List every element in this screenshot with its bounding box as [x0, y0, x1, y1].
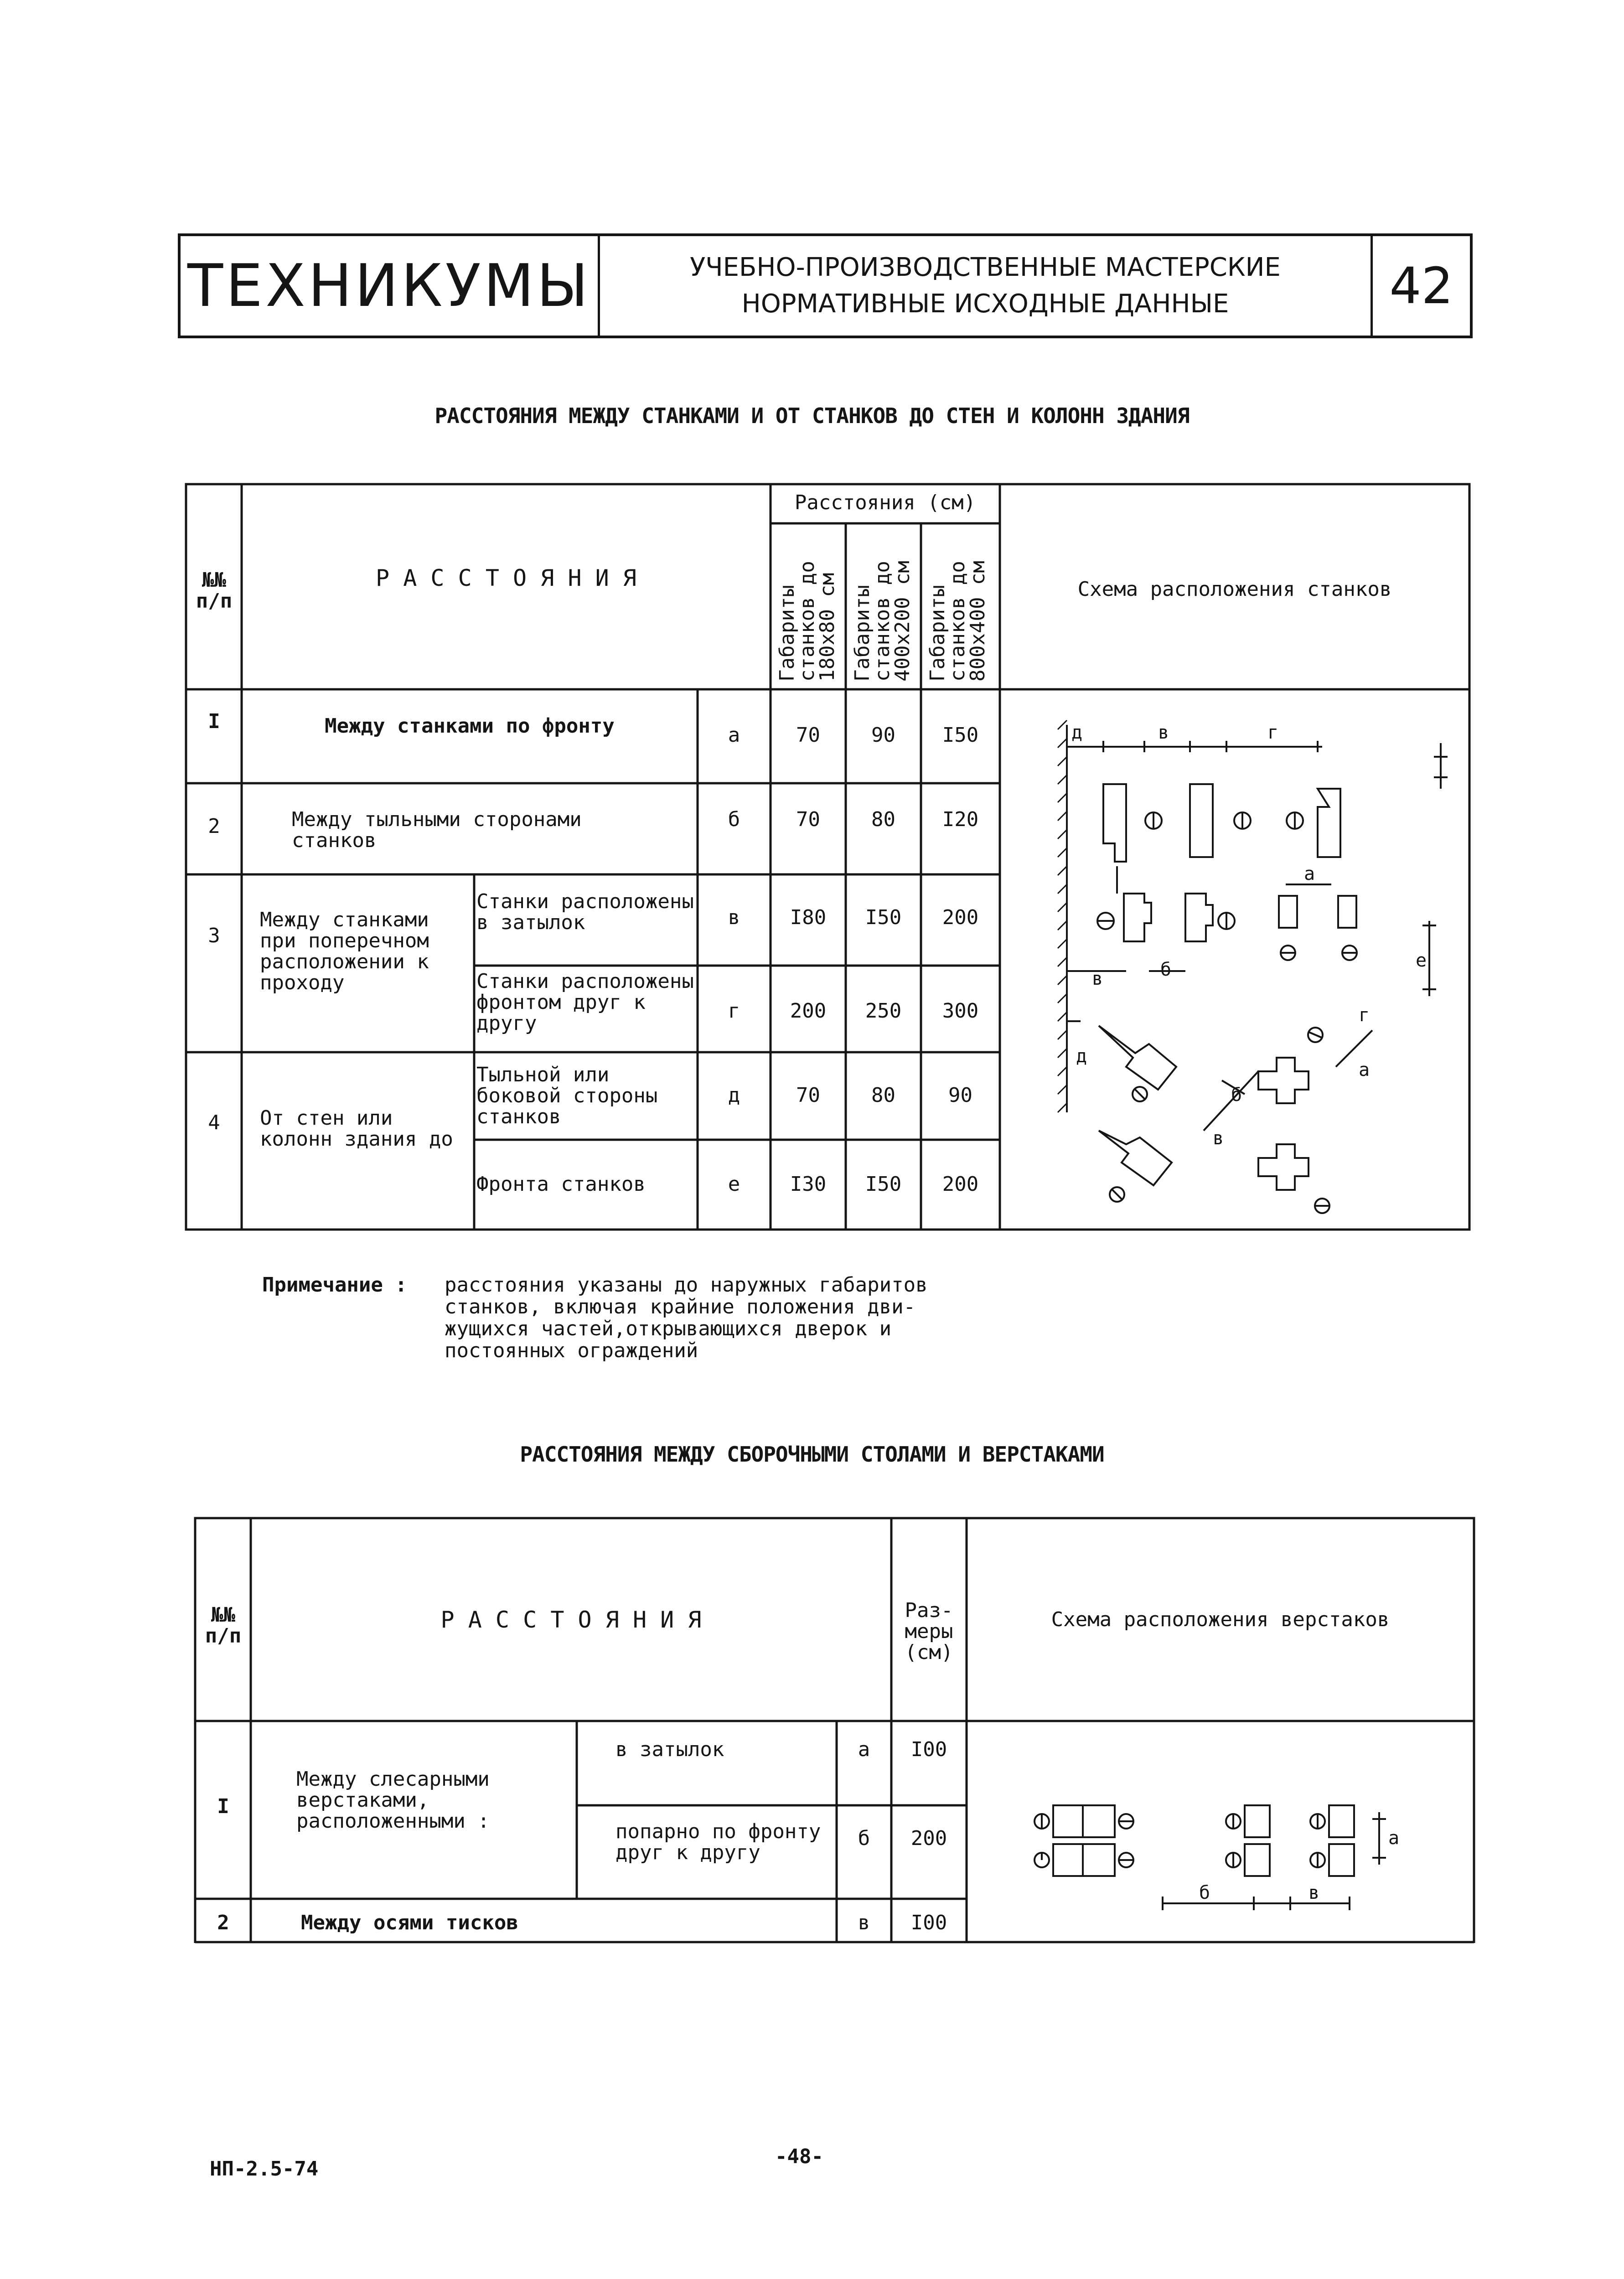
- row4a-label: Тыльной или боковой стороны станков: [476, 1063, 658, 1128]
- header-title: ТЕХНИКУМЫ: [181, 236, 600, 336]
- row3-label: Между станками при поперечном расположении к проходу: [260, 908, 429, 994]
- row4b-label: Фронта станков: [476, 1173, 646, 1196]
- row3b-v3: 300: [942, 999, 979, 1023]
- t2-row1a-value: I00: [910, 1738, 947, 1761]
- t2-scheme-label-v: в: [1309, 1882, 1320, 1903]
- scheme-label-b: б: [1160, 959, 1172, 980]
- row3b-v1: 200: [790, 999, 827, 1023]
- row2-v2: 80: [871, 808, 895, 831]
- table2-col-size: Раз- меры (см): [905, 1599, 953, 1664]
- row2-v3: I20: [942, 808, 979, 831]
- table2-title: РАССТОЯНИЯ МЕЖДУ СБОРОЧНЫМИ СТОЛАМИ И ВЕРСТАКАМИ: [520, 1442, 1104, 1467]
- row1-v3: I50: [942, 723, 979, 747]
- row1-num: I: [208, 710, 220, 733]
- t2-row1a-code: а: [858, 1738, 870, 1761]
- table1-col-size1: Габариты станков до 180х80 см: [776, 561, 839, 682]
- table2-col-distances: Р А С С Т О Я Н И Я: [440, 1607, 702, 1633]
- row4a-code: д: [728, 1084, 740, 1107]
- row3a-v1: I80: [790, 906, 827, 929]
- row2-label: Между тыльными сторонами станков: [292, 808, 582, 852]
- row4b-v1: I30: [790, 1173, 827, 1196]
- t2-row1-num: I: [217, 1795, 229, 1818]
- row4b-v2: I50: [865, 1173, 902, 1196]
- scheme-label-g2: г: [1359, 1005, 1370, 1026]
- table1-col-size3: Габариты станков до 800х400 см: [926, 561, 989, 682]
- row1-code: а: [728, 723, 740, 747]
- header-subtitle-line2: НОРМАТИВНЫЕ ИСХОДНЫЕ ДАННЫЕ: [741, 289, 1229, 319]
- row4b-code: е: [728, 1173, 740, 1196]
- t2-row2-value: I00: [910, 1911, 947, 1934]
- t2-scheme-label-a: а: [1388, 1828, 1400, 1849]
- row4a-v2: 80: [871, 1084, 895, 1107]
- row1-v2: 90: [871, 723, 895, 747]
- t2-row1b-code: б: [858, 1827, 870, 1850]
- t2-row2-label: Между осями тисков: [301, 1911, 518, 1934]
- row2-code: б: [728, 808, 740, 831]
- row3a-code: в: [728, 906, 740, 929]
- t2-scheme-label-b: б: [1199, 1882, 1210, 1903]
- scheme-label-b2: б: [1231, 1085, 1242, 1106]
- row4a-v1: 70: [796, 1084, 820, 1107]
- scheme-label-v2: в: [1092, 968, 1103, 989]
- row1-v1: 70: [796, 723, 820, 747]
- row3-num: 3: [208, 924, 220, 947]
- scheme-label-v3: в: [1213, 1128, 1224, 1149]
- scheme-label-a2: а: [1359, 1059, 1370, 1080]
- row4a-v3: 90: [948, 1084, 972, 1107]
- row2-v1: 70: [796, 808, 820, 831]
- note-text: расстояния указаны до наружных габаритов станков, включая крайние положения дви- жущихся частей,открывающихся дверок и постоянных ограждений: [445, 1273, 928, 1362]
- note-label: Примечание :: [262, 1273, 407, 1297]
- t2-row2-code: в: [858, 1911, 870, 1934]
- row4b-v3: 200: [942, 1173, 979, 1196]
- row3a-v2: I50: [865, 906, 902, 929]
- sheet-number: 42: [1389, 257, 1453, 315]
- workbench-layout-scheme: [971, 1728, 1470, 1938]
- table1-col-num: №№ п/п: [196, 568, 233, 613]
- row3a-v3: 200: [942, 906, 979, 929]
- machine-layout-scheme: [1003, 693, 1467, 1226]
- t2-row1-label: Между слесарными верстаками, расположенными :: [296, 1767, 490, 1833]
- table2-col-num: №№ п/п: [205, 1603, 242, 1648]
- row3a-label: Станки расположены в затылок: [476, 890, 694, 934]
- scheme-label-a: а: [1304, 863, 1315, 884]
- table1-col-scheme: Схема расположения станков: [1077, 578, 1392, 601]
- table1-col-group: Расстояния (см): [794, 491, 976, 514]
- row2-num: 2: [208, 815, 220, 838]
- scheme-label-v: в: [1158, 722, 1169, 743]
- table1-col-distances: Р А С С Т О Я Н И Я: [376, 565, 636, 591]
- row3b-label: Станки расположены фронтом друг к другу: [476, 970, 694, 1035]
- scheme-label-g: г: [1267, 722, 1279, 743]
- scheme-label-e: е: [1416, 950, 1427, 971]
- row3b-v2: 250: [865, 999, 902, 1023]
- footer-code: НП-2.5-74: [210, 2157, 319, 2181]
- t2-row2-num: 2: [217, 1911, 229, 1934]
- header-subtitle-line1: УЧЕБНО-ПРОИЗВОДСТВЕННЫЕ МАСТЕРСКИЕ: [690, 253, 1281, 282]
- table1-title: РАССТОЯНИЯ МЕЖДУ СТАНКАМИ И ОТ СТАНКОВ ДО СТЕН И КОЛОНН ЗДАНИЯ: [434, 403, 1190, 428]
- t2-row1b-label: попарно по фронту друг к другу: [615, 1820, 821, 1864]
- t2-row1a-label: в затылок: [615, 1738, 724, 1761]
- row4-label: От стен или колонн здания до: [260, 1106, 453, 1151]
- t2-row1b-value: 200: [910, 1827, 947, 1850]
- table2-col-scheme: Схема расположения верстаков: [1051, 1608, 1390, 1631]
- table1-col-size2: Габариты станков до 400х200 см: [851, 561, 914, 682]
- row3b-code: г: [728, 999, 740, 1023]
- row1-label: Между станками по фронту: [325, 714, 615, 738]
- page-number: -48-: [775, 2145, 823, 2168]
- row4-num: 4: [208, 1111, 220, 1134]
- scheme-label-d: д: [1071, 722, 1083, 743]
- scheme-label-d2: д: [1076, 1046, 1087, 1067]
